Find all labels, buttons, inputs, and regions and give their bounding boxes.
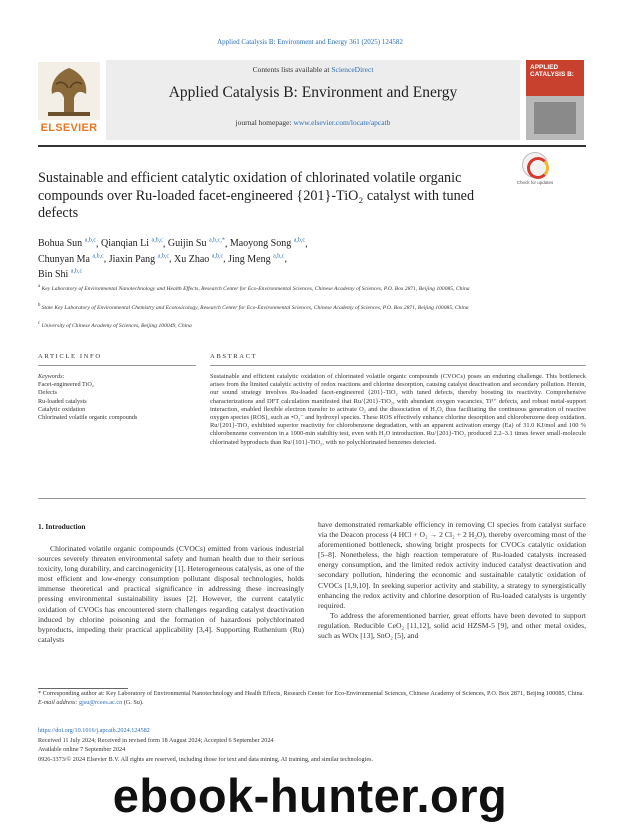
- keyword: Chlorinated volatile organic compounds: [38, 414, 138, 422]
- check-for-updates-label[interactable]: Check for updates: [516, 180, 554, 185]
- cover-artwork: [534, 102, 576, 134]
- available-online: Available online 7 September 2024: [38, 746, 126, 754]
- article-info-heading: ARTICLE INFO: [38, 353, 102, 360]
- author[interactable]: Guijin Su $^{a,b,c,*}$: [167, 238, 225, 250]
- author[interactable]: Jing Meng $^{a,b,c}$: [228, 253, 285, 265]
- abstract-bottom-rule: [38, 498, 586, 499]
- journal-homepage-line: [106, 118, 520, 127]
- introduction-heading: 1. Introduction: [38, 522, 86, 531]
- intro-right-column: [318, 520, 586, 641]
- doi-link[interactable]: https://doi.org/10.1016/j.apcatb.2024.124582: [38, 727, 150, 734]
- article-title: Sustainable and efficient catalytic oxidation of chlorinated volatile organic compounds over Ru-loaded facet-engineered {201}-TiO₂ catalyst with tuned defects: [38, 170, 475, 221]
- affiliation-a: $^a$ Key Laboratory of Environmental Nanotechnology and Health Effects, Research Center for Eco-Environmental Sciences, Chinese Academy of Sciences, P.O. Box 2871, Beijing 100085, China: [38, 284, 470, 292]
- elsevier-wordmark: ELSEVIER: [40, 122, 98, 134]
- keywords-block: [38, 373, 196, 422]
- homepage-link[interactable]: www.elsevier.com/locate/apcatb: [293, 118, 391, 127]
- email-line: E-mail address: gjsu@rcees.ac.cn (G. Su).: [38, 698, 144, 706]
- affiliation-c: $^c$ University of Chinese Academy of Sciences, Beijing 100049, China: [38, 321, 192, 329]
- author[interactable]: Bin Shi $^{a,b,c}$: [38, 268, 83, 280]
- header-divider: [38, 145, 586, 147]
- affiliation-b: $^b$ State Key Laboratory of Environmental Chemistry and Ecotoxicology, Research Center for Eco-Environmental Sciences, Chinese Academy of Sciences, P.O. Box 2871, Beijing 100085, China: [38, 303, 469, 311]
- author[interactable]: Bohua Sun $^{a,b,c}$: [38, 238, 96, 250]
- copyright-notice: 0926-3373/© 2024 Elsevier B.V. All rights are reserved, including those for text and data mining, AI training, and similar technologies.: [38, 755, 374, 763]
- footnote-rule: [38, 688, 128, 689]
- author[interactable]: Jiaxin Pang $^{a,b,c}$: [108, 253, 169, 265]
- author[interactable]: Qianqian Li $^{a,b,c}$: [101, 238, 163, 250]
- check-for-updates-icon[interactable]: [522, 152, 548, 178]
- journal-title: Applied Catalysis B: Environment and Energy: [168, 84, 458, 101]
- received-dates: Received 11 July 2024; Received in revised form 18 August 2024; Accepted 6 September 2024: [38, 736, 274, 744]
- author-list: Bohua Sun $^{a,b,c}$, Qianqian Li $^{a,b,c}$, Guijin Su $^{a,b,c,*}$, Maoyong Song $^{a,b,c}$, Chunyan Ma $^{a,b,c}$, Jiaxin Pang $^{a,b,c}$, Xu Zhao $^{a,b,c}$, Jing Meng $^{a,b,c}$, Bin Shi $^{a,b,c}$: [38, 238, 308, 280]
- abstract-rule: [210, 365, 586, 366]
- homepage-prefix: journal homepage:: [235, 118, 294, 127]
- article-info-rule: [38, 365, 196, 366]
- author[interactable]: Chunyan Ma $^{a,b,c}$: [38, 253, 104, 265]
- author[interactable]: Maoyong Song $^{a,b,c}$: [229, 238, 306, 250]
- journal-reference-link[interactable]: Applied Catalysis B: Environment and Energy 361 (2025) 124582: [217, 38, 403, 46]
- corresponding-author-text: * Corresponding author at: Key Laboratory of Environmental Nanotechnology and Health Effects, Research Center for Eco-Environmental Sciences, Chinese Academy of Sciences, P.O. Box 2871, Beijing 100085, China.: [38, 690, 584, 697]
- keyword: Catalytic oxidation: [38, 405, 86, 413]
- keyword: Facet-engineered TiO₂: [38, 381, 94, 389]
- keywords-label: Keywords:: [38, 373, 65, 380]
- intro-left-column: Chlorinated volatile organic compounds (CVOCs) emitted from various industrial sources severely threaten environmental safety and human health due to their serious toxicity, long durability, and carcinogenicity [1]. Heterogeneous catalysis, as one of the most efficient and low-energy consumption pollutant disposal technologies, holds immense theoretical and practical significance in addressing these increasingly pressing environmental sustainability issues [2]. However, the current catalytic oxidation of CVOCs has encountered stern challenges regarding catalyst deactivation induced by chlorine poisoning and the formation of hazardous polychlorinated byproducts, impeding their practical applicability [3,4]. Supporting Ruthenium (Ru) catalysts: [38, 544, 304, 644]
- intro-paragraph: To address the aforementioned barrier, great efforts have been devoted to support regulation. Reducible CeO₂ [11,12], solid acid HZSM-5 [9], and other metal oxides, such as WOx [13], SnO₂ [5], and: [318, 610, 586, 641]
- article-metadata: [38, 726, 586, 764]
- cover-title: APPLIED CATALYSIS B:: [530, 64, 574, 78]
- email-link[interactable]: gjsu@rcees.ac.cn: [79, 698, 123, 706]
- abstract-text: Sustainable and efficient catalytic oxidation of chlorinated volatile organic compounds (CVOCs) poses an enduring challenge. This bottleneck arises from the limited catalytic activity of redox reactions and chlorine desorption, causing catalyst deactivation and secondary pollution. Herein, our sound strategy involves Ru-loaded facet-engineered {201}-TiO₂ with tuned defects, thereby boosting its reactivity. Comprehensive characterizations and DFT calculation manifested that Ru/{201}-TiO₂, with abundant oxygen vacancies, Ti³⁺ defects, and robust metal-support interaction, enabled flexible electron transfer to activate O₂ and the dissociation of H₂O, thus facilitating the continuous generation of reactive oxygen species (ROS), such as •O₂⁻ and hydroxyl species. These ROS effectively enhance chlorine desorption and chlorobenzene deep oxidation. Ru/{201}-TiO₂ exhibited superior reactivity for chlorobenzene degradation, with an apparent activation energy (Ea) of 31.0 KJ/mol and 100 % chlorobenzene conversion in a 1000-min stability test, even with H₂O introduction. Ru/{201}-TiO₂ produced 2.2–3.1 times fewer small-molecule chlorinated byproducts than Ru/{101}-TiO₂, with no polychlorinated benzenes detected.: [210, 373, 586, 446]
- corresponding-author-footnote: [38, 690, 586, 708]
- sciencedirect-link[interactable]: ScienceDirect: [331, 65, 374, 74]
- keyword: Ru-loaded catalysts: [38, 397, 87, 405]
- author[interactable]: Xu Zhao $^{a,b,c}$: [174, 253, 224, 265]
- intro-paragraph: have demonstrated remarkable efficiency in removing Cl species from catalyst surface via the Deacon process (4 HCl + O₂ → 2 Cl₂ + 2 H₂O), thereby overcoming most of the aforementioned bottleneck, showing bright prospects for CVOCs catalytic oxidation [5–8]. Nonetheless, the high reaction temperature of Ru-loaded catalysts increased energy consumption, and the limited redox activity induced catalyst deactivation and secondary pollution, hindering the economic and sustainable catalytic oxidation of CVOCs [1,9,10]. In seeking superior activity and stability, a strategy to synergistically enhancing the redox activity and chlorine desorption of Ru-loaded catalysts is urgently required.: [318, 520, 586, 610]
- keyword: Defects: [38, 389, 57, 397]
- contents-line: [106, 65, 520, 74]
- abstract-heading: ABSTRACT: [210, 353, 258, 360]
- watermark-text: ebook-hunter.org: [112, 769, 508, 822]
- contents-prefix: Contents lists available at: [252, 65, 332, 74]
